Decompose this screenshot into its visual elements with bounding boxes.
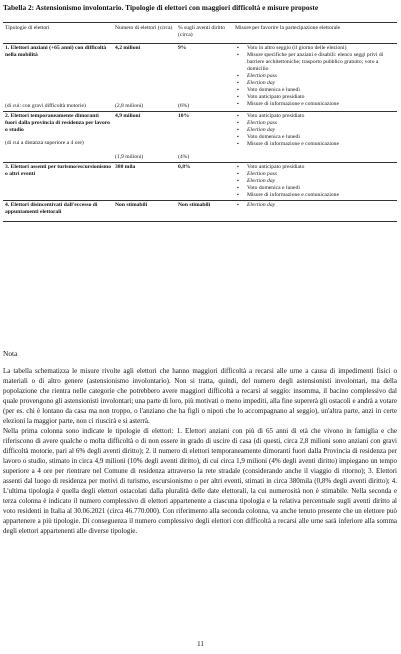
list-item: ▪ Misure di informazione e comunicazione: [247, 101, 395, 108]
table-row: [3, 112, 397, 163]
note-heading: Nota: [3, 349, 18, 358]
list-item: ▪ Voto anticipato presidiato: [247, 113, 395, 120]
measures-list: [235, 45, 395, 108]
list-item: ▪ Election pass: [247, 73, 395, 80]
list-item: ▪ Misure di informazione e comunicazione: [247, 141, 395, 148]
list-item: ▪ Voto domenica e lunedì: [247, 134, 395, 141]
table-row: [3, 201, 397, 222]
row-category: 3. Elettori assenti per turismo/escursionismo o altri eventi: [5, 164, 112, 177]
row-percent: Non stimabili: [178, 202, 211, 208]
row-sub-percent: (4%): [178, 154, 190, 160]
list-item: ▪ Election day: [247, 80, 395, 87]
row-sub-number: (1,9 milioni): [115, 154, 144, 160]
row-sub-number: (2,8 milioni): [115, 103, 144, 109]
list-item: ▪ Election pass: [247, 171, 395, 178]
list-item: ▪ Election day: [247, 127, 395, 134]
row-sub-category: (di cui a distanza superiore a 4 ore): [5, 140, 84, 146]
table-title: Tabella 2: Astensionismo involontario. Tipologie di elettori con maggiori difficoltà e misure proposte: [3, 3, 319, 12]
row-category: 2. Elettori temporaneamente dimoranti fuori dalla provincia di residenza per lavoro o studio: [5, 113, 110, 133]
row-category: 4. Elettori disincentivati dall'eccesso di appuntamenti elettorali: [5, 202, 98, 215]
header-measures: Misure per favorire la partecipazione elettorale: [233, 23, 397, 44]
measures-list: [235, 113, 395, 148]
list-item: ▪ Election day: [247, 178, 395, 185]
list-item: ▪ Election pass: [247, 120, 395, 127]
row-percent: 10%: [178, 113, 190, 119]
row-percent: 0,8%: [178, 164, 191, 170]
row-number: 4,9 milioni: [115, 113, 141, 119]
list-item: ▪ Election day: [247, 202, 395, 209]
row-sub-percent: (6%): [178, 103, 190, 109]
measures-list: [235, 202, 395, 209]
table-row: [3, 44, 397, 112]
header-typology: Tipologie di elettori: [3, 23, 113, 44]
measures-table: [3, 22, 397, 222]
measures-list: [235, 164, 395, 199]
table-header-row: [3, 23, 397, 44]
header-percent: % sugli aventi diritto (circa): [176, 23, 233, 44]
note-body: [3, 366, 397, 536]
row-number: 380 mila: [115, 164, 136, 170]
page-number: 11: [197, 640, 204, 648]
row-number: Non stimabili: [115, 202, 148, 208]
note-paragraph: Nella prima colonna sono indicate le tipologie di elettori: 1. Elettori anziani con più di 65 anni di età che vivono in famiglia e che riferiscono di avere qualche o molta difficoltà o di non essere in grado di uscire di casa (di questi, circa 2,8 milioni sono anziani con gravi difficoltà motorie, pari al 6% degli aventi diritto); 2. il numero di elettori temporaneamente dimoranti fuori dalla Provincia di residenza per lavoro o studio, stimato in circa 4,9 milioni (10% degli aventi diritto), di cui circa 1,9 milioni (4% degli aventi diritto) impiegano un tempo superiore a 4 ore per rientrare nel Comune di residenza attraverso la rete stradale (considerando anche il viaggio di ritorno); 3. Elettori assenti dal luogo di residenza per motivi di turismo, escursionismo o per altri eventi, stimati in circa 380mila (0,8% degli aventi diritto); 4. L'ultima tipologia è quella degli elettori ostacolati dalla pluralità delle date elettorali, la cui numerosità non è stimabile. Nella seconda e terza colonna è indicato il numero complessivo di elettori appartenente a ciascuna tipologia e la relativa percentuale sugli aventi diritto al voto residenti in Italia al 30.06.2021 (circa 46.770.000). Con riferimento alla seconda colonna, va anche tenuto presente che un elettore può appartenere a più tipologie. Di conseguenza il numero complessivo degli elettori con difficoltà a recarsi alle urne sarà inferiore alla somma degli elettori appartenenti alle diverse tipologie.: [3, 427, 397, 535]
list-item: ▪ Misure specifiche per anziani e disabili: elenco seggi privi di barriere architettoniche; trasporto pubblico gratuito; voto a domicilio: [247, 52, 395, 73]
note-paragraph: La tabella schematizza le misure rivolte agli elettori che hanno maggiori difficoltà a recarsi alle urne a causa di impedimenti fisici o materiali o di altro genere (astensionismo involontario). Non si tratta, quindi, del numero degli astensionisti involontari, ma della popolazione che rientra nelle categorie che potrebbero avere maggiori difficoltà a recarsi al seggio: insomma, il bacino complessivo dal quale provengono gli astensionisti involontari; una parte di loro, più motivati o meno impediti, alla fine supererà gli ostacoli e andrà a votare (per es. chi è lontano da casa ma non troppo, o l'anziano che ha figli o nipoti che lo accompagnano al seggio), un'altra parte, anzi in certe elezioni la maggior parte, non ci riuscirà e si asterrà.: [3, 367, 397, 425]
row-sub-category: (di cui: con gravi difficoltà motorie): [5, 103, 86, 109]
row-category: 1. Elettori anziani (+65 anni) con difficoltà nella mobilità: [5, 45, 107, 58]
list-item: ▪ Voto domenica e lunedì: [247, 185, 395, 192]
list-item: ▪ Voto anticipato presidiato: [247, 164, 395, 171]
list-item: ▪ Voto anticipato presidiato: [247, 94, 395, 101]
list-item: ▪ Voto domenica e lunedì: [247, 87, 395, 94]
list-item: ▪ Misure di informazione e comunicazione: [247, 192, 395, 199]
header-number: Numero di elettori (circa): [113, 23, 176, 44]
row-percent: 9%: [178, 45, 187, 51]
table-row: [3, 163, 397, 201]
row-number: 4,2 milioni: [115, 45, 141, 51]
list-item: ▪ Voto in altro seggio (il giorno delle elezioni): [247, 45, 395, 52]
